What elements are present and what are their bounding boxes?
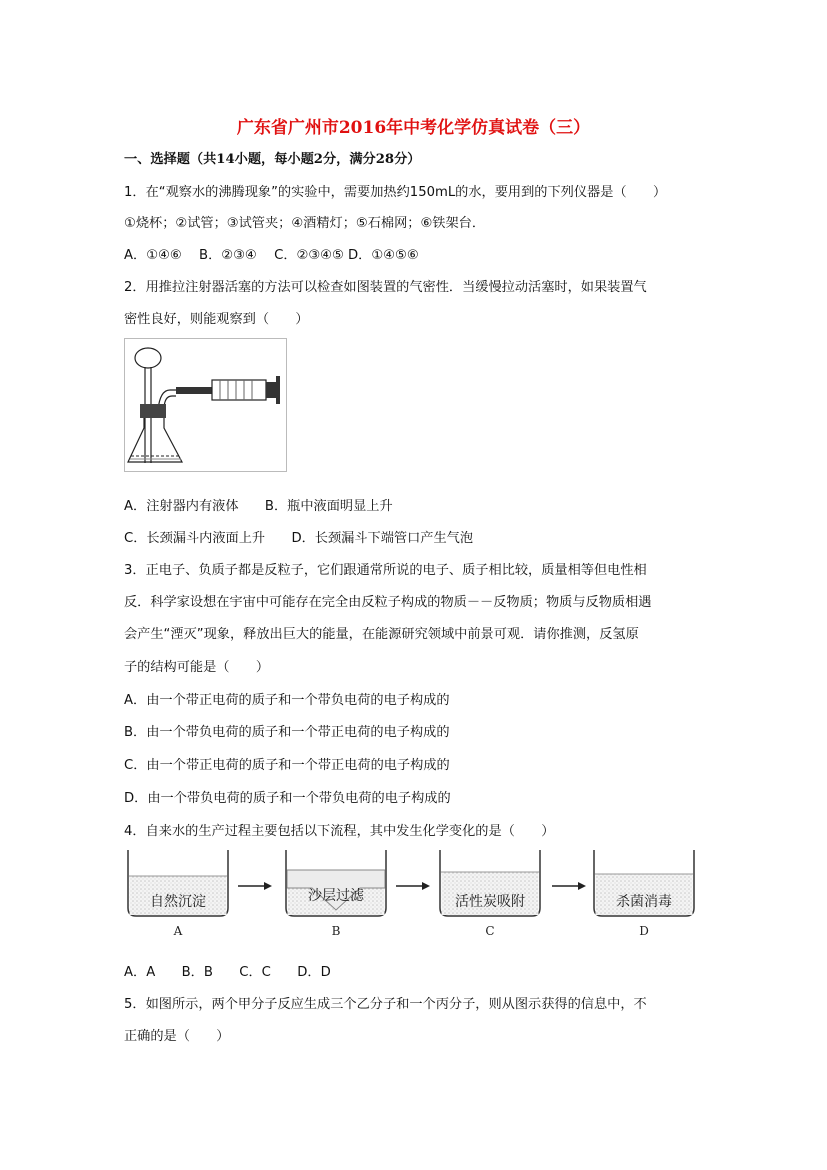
exam-title: 广东省广州市2016年中考化学仿真试卷（三） <box>236 118 591 138</box>
step-d-label: 杀菌消毒 <box>616 894 672 910</box>
q1-options: A．①④⑥ B．②③④ C．②③④⑤ D．①④⑤⑥ <box>124 248 419 263</box>
q3-option-c: C．由一个带正电荷的质子和一个带正电荷的电子构成的 <box>124 758 450 773</box>
q5-stem-line1: 5．如图所示，两个甲分子反应生成三个乙分子和一个丙分子，则从图示获得的信息中，不 <box>124 997 647 1012</box>
step-b-label: 沙层过滤 <box>308 888 364 904</box>
q3-stem-line2: 反．科学家设想在宇宙中可能存在完全由反粒子构成的物质－－反物质；物质与反物质相遇 <box>124 595 652 610</box>
q4-options: A．A B．B C．C D．D <box>124 965 331 980</box>
q4-stem: 4．自来水的生产过程主要包括以下流程，其中发生化学变化的是（ ） <box>124 824 555 839</box>
q2-stem-line2: 密性良好，则能观察到（ ） <box>124 312 309 327</box>
q3-option-d: D．由一个带负电荷的质子和一个带负电荷的电子构成的 <box>124 791 451 806</box>
q3-stem-line1: 3．正电子、负质子都是反粒子，它们跟通常所说的电子、质子相比较，质量相等但电性相 <box>124 563 647 578</box>
q3-stem-line3: 会产生“湮灭”现象，释放出巨大的能量，在能源研究领域中前景可观．请你推测，反氢原 <box>124 627 639 642</box>
step-a-letter: A <box>173 924 183 938</box>
step-c-tank <box>440 850 540 938</box>
q5-stem-line2: 正确的是（ ） <box>124 1029 230 1044</box>
step-b-tank <box>286 850 386 938</box>
step-d-letter: D <box>639 924 649 938</box>
q3-stem-line4: 子的结构可能是（ ） <box>124 660 270 675</box>
q2-stem-line1: 2．用推拉注射器活塞的方法可以检查如图装置的气密性．当缓慢拉动活塞时，如果装置气 <box>124 280 647 295</box>
step-a-label: 自然沉淀 <box>150 894 206 910</box>
section-heading: 一、选择题（共14小题，每小题2分，满分28分） <box>124 152 421 167</box>
airtightness-apparatus-figure <box>124 338 288 472</box>
q1-items: ①烧杯；②试管；③试管夹；④酒精灯；⑤石棉网；⑥铁架台． <box>124 216 486 231</box>
step-b-letter: B <box>331 924 341 938</box>
q3-option-a: A．由一个带正电荷的质子和一个带负电荷的电子构成的 <box>124 693 450 708</box>
step-c-letter: C <box>485 924 495 938</box>
step-a-tank <box>128 850 228 938</box>
q2-options-ab: A．注射器内有液体 B．瓶中液面明显上升 <box>124 499 393 514</box>
water-treatment-flow-figure <box>124 848 696 940</box>
q3-option-b: B．由一个带负电荷的质子和一个带正电荷的电子构成的 <box>124 725 450 740</box>
step-d-tank <box>594 850 694 938</box>
q1-stem: 1．在“观察水的沸腾现象”的实验中，需要加热约150mL的水，要用到的下列仪器是（ ） <box>124 185 667 200</box>
step-c-label: 活性炭吸附 <box>455 894 525 910</box>
q2-options-cd: C．长颈漏斗内液面上升 D．长颈漏斗下端管口产生气泡 <box>124 531 474 546</box>
